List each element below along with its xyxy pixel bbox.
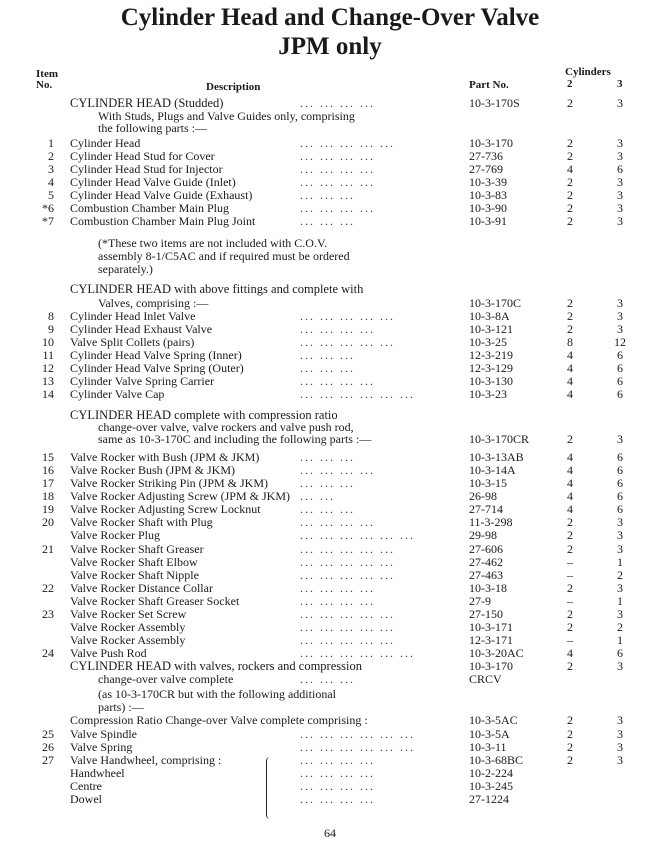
description: Valve Rocker Adjusting Screw (JPM & JKM) [70, 489, 290, 503]
description: Valve Rocker Assembly [70, 620, 186, 634]
table-row [0, 283, 660, 296]
qty-3-cylinder: 3 [617, 713, 623, 727]
qty-3-cylinder: 3 [617, 515, 623, 529]
part-number: 10-3-23 [469, 387, 507, 401]
part-number: 10-3-14A [469, 463, 516, 477]
qty-3-cylinder: 6 [617, 361, 623, 375]
leader-dots: ... ... ... ... ... [300, 542, 395, 556]
part-number: 10-3-170CR [469, 432, 529, 446]
page-number: 64 [324, 826, 336, 840]
qty-3-cylinder: 3 [617, 607, 623, 621]
description: With Studs, Plugs and Valve Guides only, comprising [98, 109, 355, 123]
part-number: 10-3-170 [469, 659, 513, 673]
description: CYLINDER HEAD with valves, rockers and compression [70, 659, 362, 673]
part-number: 10-2-224 [469, 766, 513, 780]
description: Valve Spring [70, 740, 133, 754]
item-number: 15 [42, 450, 54, 464]
qty-2-cylinder: 2 [567, 542, 573, 556]
qty-2-cylinder: – [567, 555, 573, 569]
description: separately.) [98, 262, 153, 276]
qty-2-cylinder: 4 [567, 489, 573, 503]
item-number: 22 [42, 581, 54, 595]
qty-2-cylinder: 4 [567, 463, 573, 477]
leader-dots: ... ... ... ... ... ... [300, 727, 415, 741]
qty-3-cylinder: 1 [617, 633, 623, 647]
part-number: 10-3-83 [469, 188, 507, 202]
qty-2-cylinder: 2 [567, 740, 573, 754]
qty-3-cylinder: 3 [617, 96, 623, 110]
qty-3-cylinder: 3 [617, 581, 623, 595]
description: change-over valve complete [98, 672, 234, 686]
qty-3-cylinder: 2 [617, 568, 623, 582]
item-number: 3 [48, 162, 54, 176]
qty-3-cylinder: 6 [617, 162, 623, 176]
item-number: *6 [42, 201, 54, 215]
qty-2-cylinder: 2 [567, 136, 573, 150]
description: Cylinder Head Stud for Cover [70, 149, 215, 163]
qty-3-cylinder: 6 [617, 463, 623, 477]
part-number: 27-1224 [469, 792, 509, 806]
qty-3-cylinder: 3 [617, 188, 623, 202]
leader-dots: ... ... ... [300, 361, 355, 375]
qty-3-cylinder: 12 [614, 335, 626, 349]
item-number: 17 [42, 476, 54, 490]
part-number: 27-150 [469, 607, 503, 621]
item-number: 23 [42, 607, 54, 621]
qty-3-cylinder: 3 [617, 528, 623, 542]
part-number: 10-3-25 [469, 335, 507, 349]
qty-2-cylinder: 4 [567, 450, 573, 464]
table-row [0, 793, 660, 806]
leader-dots: ... ... ... ... [300, 594, 375, 608]
leader-dots: ... ... ... ... [300, 766, 375, 780]
description: Valve Rocker Shaft Nipple [70, 568, 199, 582]
leader-dots: ... ... ... ... ... [300, 335, 395, 349]
item-number: 14 [42, 387, 54, 401]
description: change-over valve, valve rockers and valve push rod, [98, 420, 354, 434]
item-number: 16 [42, 463, 54, 477]
leader-dots: ... ... ... [300, 188, 355, 202]
item-number: 2 [48, 149, 54, 163]
leader-dots: ... ... ... ... ... ... [300, 646, 415, 660]
qty-3-cylinder: 1 [617, 594, 623, 608]
description: Combustion Chamber Main Plug Joint [70, 214, 256, 228]
cylinders-header: Cylinders [565, 66, 611, 78]
part-number: 10-3-91 [469, 214, 507, 228]
leader-dots: ... ... ... ... [300, 515, 375, 529]
description: Valve Split Collets (pairs) [70, 335, 195, 349]
part-number: 27-769 [469, 162, 503, 176]
item-number: 4 [48, 175, 54, 189]
leader-dots: ... ... ... ... [300, 753, 375, 767]
table-row [0, 263, 660, 276]
description: Cylinder Head Valve Spring (Inner) [70, 348, 242, 362]
qty-3-cylinder: 1 [617, 555, 623, 569]
page-subtitle: JPM only [278, 33, 382, 60]
qty-3-cylinder: 6 [617, 646, 623, 660]
leader-dots: ... ... ... ... [300, 374, 375, 388]
part-number: 27-606 [469, 542, 503, 556]
part-number: 27-736 [469, 149, 503, 163]
part-number: 27-714 [469, 502, 503, 516]
leader-dots: ... ... ... ... [300, 149, 375, 163]
description: CYLINDER HEAD with above fittings and complete with [70, 282, 364, 296]
description: the following parts :— [98, 121, 207, 135]
part-number: CRCV [469, 672, 502, 686]
item-number: 24 [42, 646, 54, 660]
description: Valve Rocker Distance Collar [70, 581, 213, 595]
description: Cylinder Head Valve Guide (Exhaust) [70, 188, 253, 202]
qty-2-cylinder: 4 [567, 374, 573, 388]
qty-2-cylinder: 2 [567, 214, 573, 228]
description: Cylinder Valve Spring Carrier [70, 374, 215, 388]
description: Centre [70, 779, 102, 793]
part-number: 10-3-170 [469, 136, 513, 150]
qty-3-cylinder: 3 [617, 136, 623, 150]
leader-dots: ... ... ... ... ... ... [300, 528, 415, 542]
qty-3-cylinder: 3 [617, 149, 623, 163]
qty-2-cylinder: 2 [567, 188, 573, 202]
item-number: 11 [42, 348, 54, 362]
qty-2-cylinder: 4 [567, 162, 573, 176]
leader-dots: ... ... ... ... [300, 581, 375, 595]
part-number: 10-3-15 [469, 476, 507, 490]
qty-3-cylinder: 6 [617, 387, 623, 401]
part-number: 12-3-219 [469, 348, 513, 362]
qty-3-cylinder: 6 [617, 450, 623, 464]
description: (as 10-3-170CR but with the following additional [98, 687, 336, 701]
cylinders-2-header: 2 [567, 78, 573, 90]
item-number: 10 [42, 335, 54, 349]
item-number: *7 [42, 214, 54, 228]
qty-2-cylinder: 2 [567, 175, 573, 189]
leader-dots: ... ... ... ... [300, 201, 375, 215]
item-number: 13 [42, 374, 54, 388]
qty-2-cylinder: 4 [567, 476, 573, 490]
part-number: 10-3-170C [469, 296, 521, 310]
leader-dots: ... ... ... [300, 214, 355, 228]
part-number: 10-3-5AC [469, 713, 518, 727]
part-number: 29-98 [469, 528, 497, 542]
leader-dots: ... ... ... ... [300, 792, 375, 806]
item-number: 5 [48, 188, 54, 202]
description: CYLINDER HEAD complete with compression ratio [70, 408, 338, 422]
description-header: Description [206, 81, 261, 93]
qty-3-cylinder: 3 [617, 432, 623, 446]
part-number: 26-98 [469, 489, 497, 503]
leader-dots: ... ... ... ... ... ... [300, 740, 415, 754]
qty-2-cylinder: 2 [567, 659, 573, 673]
handwheel-brace [266, 757, 275, 819]
qty-3-cylinder: 3 [617, 175, 623, 189]
description: Handwheel [70, 766, 125, 780]
part-number: 10-3-245 [469, 779, 513, 793]
item-number: 12 [42, 361, 54, 375]
description: Valve Rocker Adjusting Screw Locknut [70, 502, 261, 516]
leader-dots: ... ... ... ... [300, 175, 375, 189]
qty-3-cylinder: 3 [617, 659, 623, 673]
description: Cylinder Head [70, 136, 141, 150]
part-number: 12-3-171 [469, 633, 513, 647]
description: Valve Rocker Shaft Greaser [70, 542, 204, 556]
leader-dots: ... ... ... [300, 502, 355, 516]
item-number: 18 [42, 489, 54, 503]
table-row [0, 388, 660, 401]
leader-dots: ... ... ... ... [300, 463, 375, 477]
description: Valve Rocker Shaft Elbow [70, 555, 198, 569]
qty-2-cylinder: 2 [567, 620, 573, 634]
item-number: 21 [42, 542, 54, 556]
leader-dots: ... ... ... [300, 672, 355, 686]
description: Valve Rocker Assembly [70, 633, 186, 647]
description: Valve Rocker Shaft with Plug [70, 515, 213, 529]
description: Valve Rocker with Bush (JPM & JKM) [70, 450, 260, 464]
qty-3-cylinder: 3 [617, 322, 623, 336]
item-number: 26 [42, 740, 54, 754]
part-number: 10-3-90 [469, 201, 507, 215]
qty-3-cylinder: 6 [617, 348, 623, 362]
part-number: 10-3-5A [469, 727, 510, 741]
qty-3-cylinder: 3 [617, 740, 623, 754]
item-number: 9 [48, 322, 54, 336]
description: Combustion Chamber Main Plug [70, 201, 229, 215]
part-number: 10-3-18 [469, 581, 507, 595]
qty-2-cylinder: 2 [567, 607, 573, 621]
qty-3-cylinder: 2 [617, 620, 623, 634]
leader-dots: ... ... ... ... ... [300, 633, 395, 647]
leader-dots: ... ... ... [300, 476, 355, 490]
part-no-header: Part No. [469, 79, 509, 91]
description: Cylinder Head Stud for Injector [70, 162, 223, 176]
qty-3-cylinder: 6 [617, 476, 623, 490]
qty-2-cylinder: 4 [567, 387, 573, 401]
qty-2-cylinder: 2 [567, 296, 573, 310]
qty-2-cylinder: 4 [567, 348, 573, 362]
qty-2-cylinder: 2 [567, 96, 573, 110]
item-number: 19 [42, 502, 54, 516]
description: Cylinder Head Exhaust Valve [70, 322, 213, 336]
table-row [0, 122, 660, 135]
part-number: 10-3-121 [469, 322, 513, 336]
leader-dots: ... ... ... ... [300, 322, 375, 336]
qty-2-cylinder: 8 [567, 335, 573, 349]
page-title: Cylinder Head and Change-Over Valve [120, 4, 540, 31]
qty-3-cylinder: 6 [617, 502, 623, 516]
qty-2-cylinder: 2 [567, 201, 573, 215]
table-row [0, 215, 660, 228]
description: Valve Spindle [70, 727, 137, 741]
qty-2-cylinder: – [567, 594, 573, 608]
leader-dots: ... ... ... ... ... ... [300, 387, 415, 401]
description: Cylinder Head Inlet Valve [70, 309, 196, 323]
cylinders-3-header: 3 [617, 78, 623, 90]
part-number: 10-3-170S [469, 96, 520, 110]
table-row [0, 433, 660, 446]
table-row [0, 529, 660, 542]
description: same as 10-3-170C and including the following parts :— [98, 432, 372, 446]
description: Cylinder Valve Cap [70, 387, 165, 401]
qty-3-cylinder: 3 [617, 296, 623, 310]
qty-2-cylinder: 2 [567, 309, 573, 323]
description: assembly 8-1/C5AC and if required must be ordered [98, 249, 350, 263]
description: CYLINDER HEAD (Studded) [70, 96, 224, 110]
leader-dots: ... ... ... ... [300, 162, 375, 176]
part-number: 27-9 [469, 594, 491, 608]
qty-2-cylinder: 2 [567, 753, 573, 767]
qty-2-cylinder: 2 [567, 528, 573, 542]
leader-dots: ... ... ... [300, 348, 355, 362]
description: (*These two items are not included with C.O.V. [98, 236, 328, 250]
table-row [0, 714, 660, 727]
qty-2-cylinder: – [567, 633, 573, 647]
leader-dots: ... ... ... ... ... [300, 607, 395, 621]
qty-3-cylinder: 3 [617, 753, 623, 767]
description: Valve Rocker Plug [70, 528, 160, 542]
description: Cylinder Head Valve Guide (Inlet) [70, 175, 236, 189]
qty-2-cylinder: 4 [567, 646, 573, 660]
item-header-line1: Item [36, 68, 58, 80]
part-number: 10-3-68BC [469, 753, 523, 767]
item-header-line2: No. [36, 79, 53, 91]
part-number: 10-3-13AB [469, 450, 524, 464]
table-row [0, 673, 660, 686]
description: Compression Ratio Change-over Valve complete comprising : [70, 713, 368, 727]
qty-2-cylinder: 4 [567, 502, 573, 516]
description: Valve Rocker Bush (JPM & JKM) [70, 463, 235, 477]
part-number: 10-3-20AC [469, 646, 524, 660]
description: Dowel [70, 792, 102, 806]
qty-2-cylinder: 2 [567, 432, 573, 446]
qty-3-cylinder: 3 [617, 214, 623, 228]
part-number: 27-463 [469, 568, 503, 582]
qty-2-cylinder: 2 [567, 713, 573, 727]
item-number: 27 [42, 753, 54, 767]
part-number: 27-462 [469, 555, 503, 569]
leader-dots: ... ... ... ... ... [300, 309, 395, 323]
leader-dots: ... ... ... ... ... [300, 568, 395, 582]
item-number: 8 [48, 309, 54, 323]
leader-dots: ... ... ... ... [300, 779, 375, 793]
description: Valve Handwheel, comprising : [70, 753, 222, 767]
leader-dots: ... ... ... ... ... [300, 555, 395, 569]
description: Valve Rocker Striking Pin (JPM & JKM) [70, 476, 268, 490]
qty-3-cylinder: 3 [617, 542, 623, 556]
qty-2-cylinder: 2 [567, 322, 573, 336]
description: Valve Rocker Shaft Greaser Socket [70, 594, 240, 608]
qty-2-cylinder: 2 [567, 149, 573, 163]
part-number: 10-3-11 [469, 740, 507, 754]
item-number: 25 [42, 727, 54, 741]
item-number: 20 [42, 515, 54, 529]
qty-3-cylinder: 6 [617, 374, 623, 388]
qty-3-cylinder: 3 [617, 309, 623, 323]
qty-2-cylinder: 4 [567, 361, 573, 375]
part-number: 10-3-39 [469, 175, 507, 189]
leader-dots: ... ... ... [300, 450, 355, 464]
qty-2-cylinder: 2 [567, 727, 573, 741]
description: parts) :— [98, 700, 144, 714]
part-number: 10-3-8A [469, 309, 510, 323]
description: Valve Rocker Set Screw [70, 607, 187, 621]
leader-dots: ... ... ... ... ... [300, 620, 395, 634]
leader-dots: ... ... ... ... [300, 96, 375, 110]
qty-3-cylinder: 3 [617, 727, 623, 741]
description: Valve Push Rod [70, 646, 147, 660]
description: Valves, comprising :— [98, 296, 209, 310]
leader-dots: ... ... [300, 489, 335, 503]
qty-3-cylinder: 6 [617, 489, 623, 503]
part-number: 10-3-130 [469, 374, 513, 388]
item-number: 1 [48, 136, 54, 150]
qty-2-cylinder: 2 [567, 581, 573, 595]
part-number: 11-3-298 [469, 515, 513, 529]
description: Cylinder Head Valve Spring (Outer) [70, 361, 244, 375]
leader-dots: ... ... ... ... ... [300, 136, 395, 150]
qty-3-cylinder: 3 [617, 201, 623, 215]
part-number: 12-3-129 [469, 361, 513, 375]
part-number: 10-3-171 [469, 620, 513, 634]
qty-2-cylinder: 2 [567, 515, 573, 529]
qty-2-cylinder: – [567, 568, 573, 582]
